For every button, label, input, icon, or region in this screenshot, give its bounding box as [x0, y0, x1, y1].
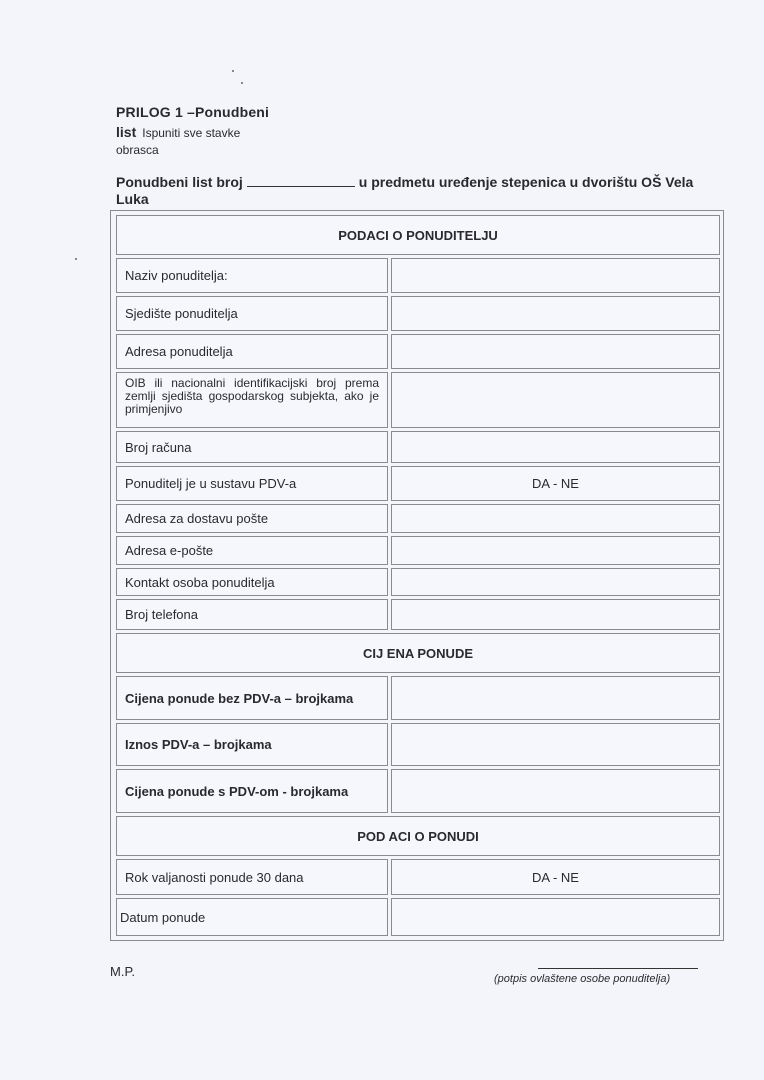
signature-caption: (potpis ovlaštene osobe ponuditelja)	[494, 973, 671, 985]
offer-form-table	[110, 210, 724, 941]
annex-title: PRILOG 1 –Ponudbeni	[116, 104, 270, 120]
bidder-address-field[interactable]	[391, 334, 720, 369]
instruction-text: Ispuniti sve stavke	[142, 126, 241, 140]
vat-system-choice[interactable]: DA - NE	[391, 466, 720, 501]
validity-choice[interactable]: DA - NE	[391, 859, 720, 895]
stamp-label: M.P.	[110, 964, 136, 979]
contact-person-field[interactable]	[391, 568, 720, 596]
row-label: Adresa za dostavu pošte	[116, 504, 388, 533]
section-offer-header: POD ACI O PONUDI	[116, 816, 720, 856]
bank-account-field[interactable]	[391, 431, 720, 463]
document-header	[116, 104, 316, 157]
section-price-header: CIJ ENA PONUDE	[116, 633, 720, 673]
intro-suffix: u predmetu uređenje stepenica u dvorištu OŠ Vela	[358, 174, 694, 190]
offer-date-field[interactable]	[391, 898, 720, 936]
row-label: Sjedište ponuditelja	[116, 296, 388, 331]
intro-suffix-cont: Luka	[116, 191, 149, 207]
bidder-oib-field[interactable]	[391, 372, 720, 428]
row-label: Cijena ponude bez PDV-a – brojkama	[116, 676, 388, 720]
scan-speck	[75, 258, 77, 260]
row-label: Rok valjanosti ponude 30 dana	[116, 859, 388, 895]
row-label: Datum ponude	[116, 898, 388, 936]
bidder-name-field[interactable]	[391, 258, 720, 293]
bidder-seat-field[interactable]	[391, 296, 720, 331]
intro-prefix: Ponudbeni list broj	[116, 174, 243, 190]
row-label: Broj računa	[116, 431, 388, 463]
row-label: Adresa ponuditelja	[116, 334, 388, 369]
row-label: Cijena ponude s PDV-om - brojkama	[116, 769, 388, 813]
section-bidder-header: PODACI O PONUDITELJU	[116, 215, 720, 255]
mail-address-field[interactable]	[391, 504, 720, 533]
phone-field[interactable]	[391, 599, 720, 630]
row-label: Adresa e-pošte	[116, 536, 388, 565]
row-label: Ponuditelj je u sustavu PDV-a	[116, 466, 388, 501]
offer-number-blank[interactable]	[247, 176, 355, 187]
scan-speck	[241, 82, 243, 84]
instruction-text-cont: obrasca	[116, 143, 159, 157]
row-label: Kontakt osoba ponuditelja	[116, 568, 388, 596]
email-field[interactable]	[391, 536, 720, 565]
row-label: Iznos PDV-a – brojkama	[116, 723, 388, 766]
intro-line	[116, 174, 716, 208]
annex-subtitle	[116, 124, 316, 140]
row-label: Naziv ponuditelja:	[116, 258, 388, 293]
scan-speck	[232, 70, 234, 72]
signature-line[interactable]	[538, 968, 698, 969]
row-label: Broj telefona	[116, 599, 388, 630]
price-with-vat-field[interactable]	[391, 769, 720, 813]
price-without-vat-field[interactable]	[391, 676, 720, 720]
vat-amount-field[interactable]	[391, 723, 720, 766]
list-word: list	[116, 124, 137, 140]
row-label-oib: OIB ili nacionalni identifikacijski broj prema zemlji sjedišta gospodarskog subjekta, ako je primjenjivo	[116, 372, 388, 428]
